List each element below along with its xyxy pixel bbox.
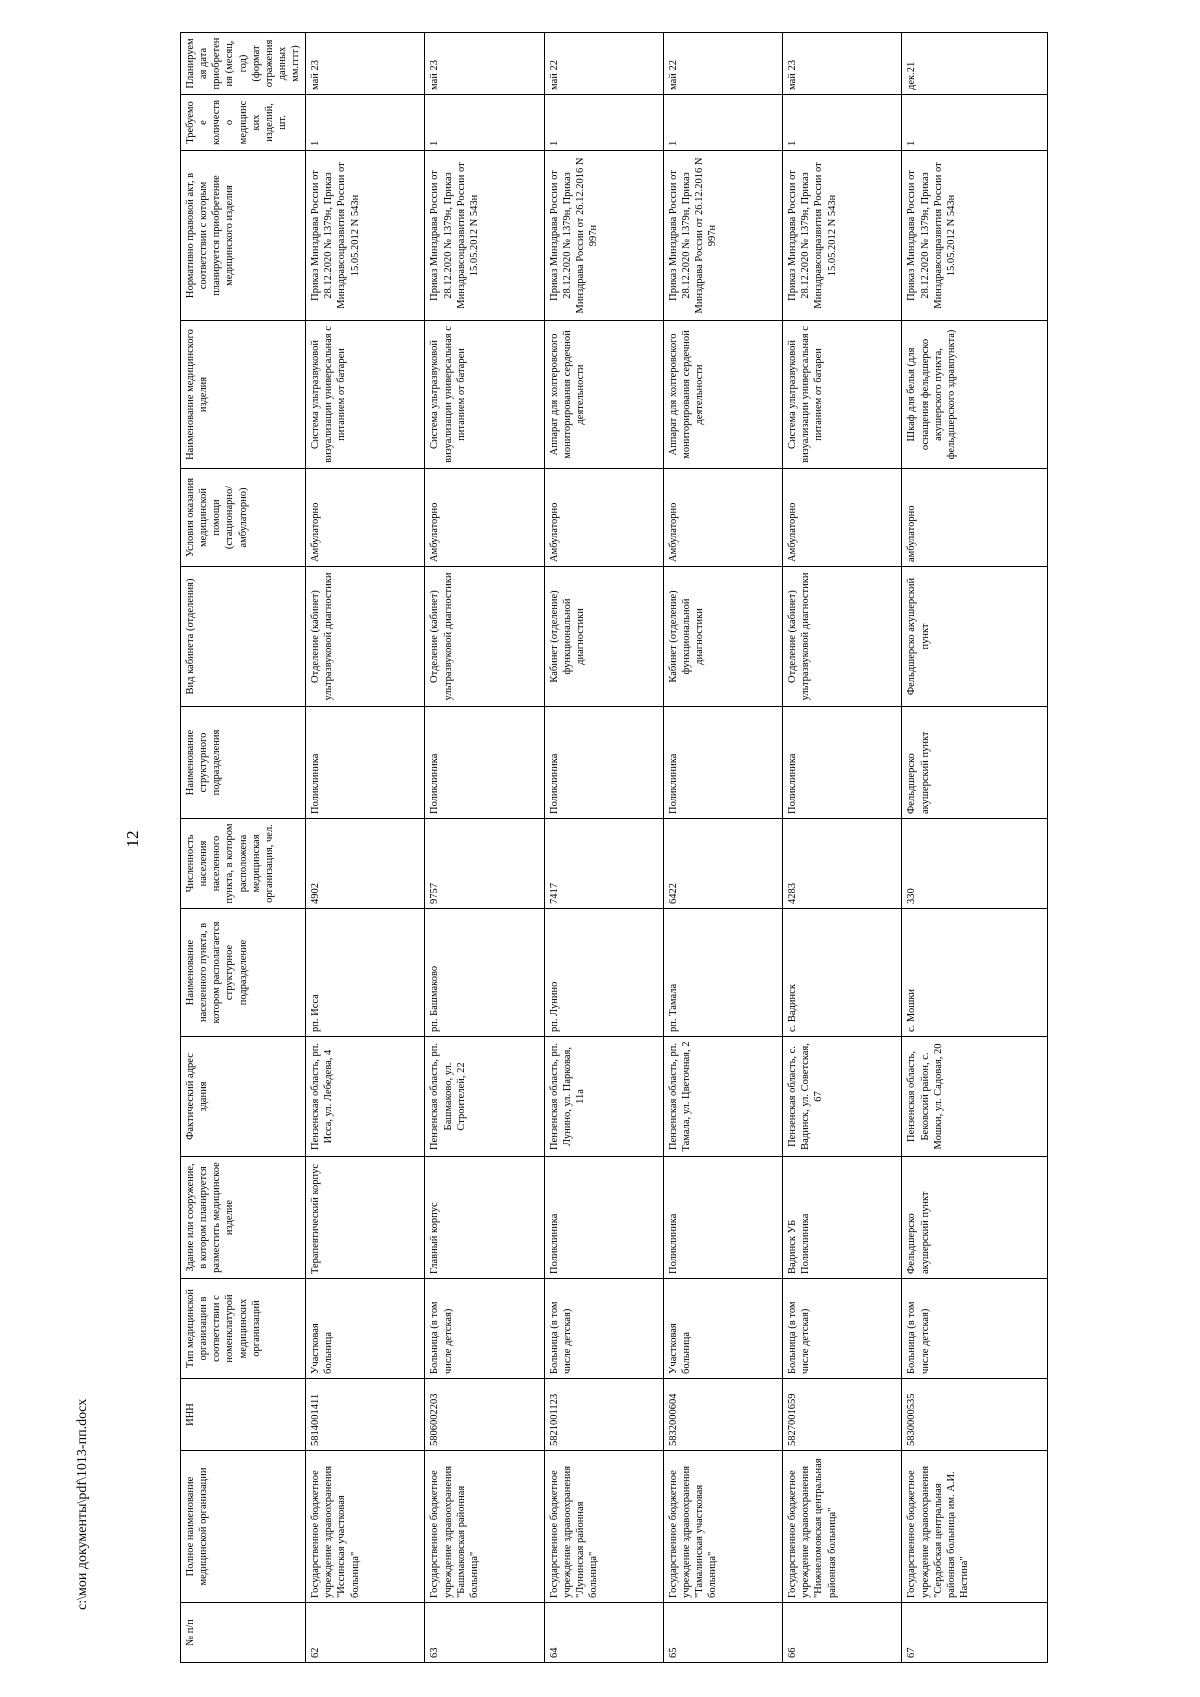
table-cell: май 23	[783, 33, 902, 95]
document-sheet	[180, 33, 1048, 1663]
header-cell: Численность населения населенного пункта, в котором расположена медицинская организация, чел.	[181, 819, 306, 909]
table-cell: май 22	[663, 33, 782, 95]
table-cell: Кабинет (отделение) функциональной диагностики	[663, 567, 782, 707]
footer-file-path-text: c:\мои документы\pdf\1013-пп.docx	[75, 1398, 90, 1610]
table-cell: Пензенская область, рп. Тамала, ул. Цветочная, 2	[663, 1037, 782, 1157]
table-cell: май 23	[306, 33, 425, 95]
table-cell: Поликлиника	[663, 707, 782, 819]
table-row	[544, 33, 663, 1663]
table-cell: 63	[425, 1603, 544, 1663]
footer-file-path	[63, 1370, 103, 1610]
header-cell: ИНН	[181, 1379, 306, 1451]
header-cell: Условия оказания медицинской помощи (стационарно/ амбулаторно)	[181, 469, 306, 567]
table-cell: 1	[783, 95, 902, 151]
page-number: 12	[123, 830, 142, 848]
table-cell: Приказ Минздрава России от 28.12.2020 № 1379н, Приказ Минздрава России от 26.12.2016 N 997н	[544, 151, 663, 321]
table-cell: Амбулаторно	[306, 469, 425, 567]
table-cell: 5814001411	[306, 1379, 425, 1451]
table-cell: с. Вадинск	[783, 909, 902, 1037]
table-cell: Государственное бюджетное учреждение здравоохранения "Нижнеломовская центральная районная больница"	[783, 1451, 902, 1603]
table-cell: Система ультразвуковой визуализации универсальная с питанием от батареи	[306, 321, 425, 469]
table-cell: Фельдшерско акушерский пункт	[902, 567, 1048, 707]
table-cell: Пензенская область, с. Вадинск, ул. Советская, 67	[783, 1037, 902, 1157]
table-cell: 67	[902, 1603, 1048, 1663]
table-cell: Участковая больница	[663, 1279, 782, 1379]
header-cell: Требуемое количество медицинских изделий, шт.	[181, 95, 306, 151]
header-cell: Нормативно правовой акт, в соответствии с которым планируется приобретение медицинского изделия	[181, 151, 306, 321]
table-cell: 5821001123	[544, 1379, 663, 1451]
table-cell: рп. Исса	[306, 909, 425, 1037]
table-cell: рп. Башмаково	[425, 909, 544, 1037]
table-cell: Отделение (кабинет) ультразвуковой диагностики	[306, 567, 425, 707]
table-cell: Больница (в том числе детская)	[902, 1279, 1048, 1379]
table-cell: Поликлиника	[783, 707, 902, 819]
table-cell: Вадинск УБ Поликлиника	[783, 1157, 902, 1279]
table-cell: 5832000604	[663, 1379, 782, 1451]
table-cell: Отделение (кабинет) ультразвуковой диагностики	[425, 567, 544, 707]
table-cell: Государственное бюджетное учреждение здравоохранения "Башмаковская районная больница"	[425, 1451, 544, 1603]
table-cell: Пензенская область, рп. Лунино, ул. Парковая, 11а	[544, 1037, 663, 1157]
table-cell: Кабинет (отделение) функциональной диагностики	[544, 567, 663, 707]
table-cell: 62	[306, 1603, 425, 1663]
table-cell: Главный корпус	[425, 1157, 544, 1279]
table-row	[902, 33, 1048, 1663]
table-row	[425, 33, 544, 1663]
table-cell: Больница (в том числе детская)	[425, 1279, 544, 1379]
table-cell: Пензенская область, Бековский район, с. Мошки, ул. Садовая, 20	[902, 1037, 1048, 1157]
table-cell: 5827001659	[783, 1379, 902, 1451]
table-header-row	[181, 33, 306, 1663]
table-cell: Государственное бюджетное учреждение здравоохранения "Сердобская центральная районная больница им. А.И. Настина"	[902, 1451, 1048, 1603]
table-cell: Система ультразвуковой визуализации универсальная с питанием от батареи	[425, 321, 544, 469]
table-row	[663, 33, 782, 1663]
table-cell: 1	[902, 95, 1048, 151]
table-row	[306, 33, 425, 1663]
table-cell: Аппарат для холтеровского мониторирования сердечной деятельности	[544, 321, 663, 469]
header-cell: Полное наименование медицинской организации	[181, 1451, 306, 1603]
table-cell: 330	[902, 819, 1048, 909]
table-cell: с. Мошки	[902, 909, 1048, 1037]
header-cell: Наименование медицинского изделия	[181, 321, 306, 469]
table-cell: 6422	[663, 819, 782, 909]
table-cell: дек.21	[902, 33, 1048, 95]
table-cell: Больница (в том числе детская)	[544, 1279, 663, 1379]
header-cell: Тип медицинской организации в соответствии с номенклатурой медицинских организаций	[181, 1279, 306, 1379]
table-cell: Амбулаторно	[425, 469, 544, 567]
table-cell: Фельдшерско акушерский пункт	[902, 707, 1048, 819]
header-cell: № п/п	[181, 1603, 306, 1663]
table-cell: 7417	[544, 819, 663, 909]
table-cell: Поликлиника	[425, 707, 544, 819]
table-cell: Пензенская область, рп. Исса, ул. Лебедева, 4	[306, 1037, 425, 1157]
table-cell: 1	[663, 95, 782, 151]
table-cell: Поликлиника	[544, 1157, 663, 1279]
table-cell: Амбулаторно	[783, 469, 902, 567]
table-cell: Больница (в том числе детская)	[783, 1279, 902, 1379]
header-cell: Вид кабинета (отделения)	[181, 567, 306, 707]
table-cell: май 22	[544, 33, 663, 95]
table-cell: Поликлиника	[544, 707, 663, 819]
table-cell: Приказ Минздрава России от 28.12.2020 № 1379н, Приказ Минздравсоцразвития России от 15.05.2012 N 543н	[902, 151, 1048, 321]
table-row	[783, 33, 902, 1663]
table-cell: 4283	[783, 819, 902, 909]
table-cell: Участковая больница	[306, 1279, 425, 1379]
table-cell: Система ультразвуковой визуализации универсальная с питанием от батареи	[783, 321, 902, 469]
table-cell: Приказ Минздрава России от 28.12.2020 № 1379н, Приказ Минздравсоцразвития России от 15.05.2012 N 543н	[783, 151, 902, 321]
table-cell: Аппарат для холтеровского мониторирования сердечной деятельности	[663, 321, 782, 469]
table-cell: Фельдшерско акушерский пункт	[902, 1157, 1048, 1279]
table-cell: Амбулаторно	[663, 469, 782, 567]
header-cell: Фактический адрес здания	[181, 1037, 306, 1157]
table-cell: 1	[306, 95, 425, 151]
table-cell: рп. Тамала	[663, 909, 782, 1037]
header-cell: Планируемая дата приобретения (месяц, год) (формат отражения данных мм.гггг)	[181, 33, 306, 95]
table-cell: Поликлиника	[663, 1157, 782, 1279]
table-cell: 5806002203	[425, 1379, 544, 1451]
table-cell: 1	[425, 95, 544, 151]
table-cell: Амбулаторно	[544, 469, 663, 567]
table-cell: май 23	[425, 33, 544, 95]
table-cell: Приказ Минздрава России от 28.12.2020 № 1379н, Приказ Минздрава России от 26.12.2016 N 997н	[663, 151, 782, 321]
table-cell: 1	[544, 95, 663, 151]
header-cell: Наименование населенного пункта, в котором располагается структурное подразделение	[181, 909, 306, 1037]
rotated-table-wrapper	[180, 33, 1048, 1663]
header-cell: Наименование структурного подразделения	[181, 707, 306, 819]
header-cell: Здание или сооружение, в котором планируется разместить медицинское изделие	[181, 1157, 306, 1279]
table-cell: Государственное бюджетное учреждение здравоохранения "Тамалинская участковая больница"	[663, 1451, 782, 1603]
table-cell: Государственное бюджетное учреждение здравоохранения "Иссинская участковая больница"	[306, 1451, 425, 1603]
table-cell: Государственное бюджетное учреждение здравоохранения "Лунинская районная больница"	[544, 1451, 663, 1603]
table-cell: 4902	[306, 819, 425, 909]
table-cell: Поликлиника	[306, 707, 425, 819]
equipment-table	[180, 32, 1048, 1663]
table-cell: Терапевтический корпус	[306, 1157, 425, 1279]
table-cell: Отделение (кабинет) ультразвуковой диагностики	[783, 567, 902, 707]
table-cell: 9757	[425, 819, 544, 909]
table-cell: 65	[663, 1603, 782, 1663]
table-cell: Пензенская область, рп. Башмаково, ул. Строителей, 22	[425, 1037, 544, 1157]
table-cell: 64	[544, 1603, 663, 1663]
table-cell: Приказ Минздрава России от 28.12.2020 № 1379н, Приказ Минздравсоцразвития России от 15.05.2012 N 543н	[425, 151, 544, 321]
table-cell: рп. Лунино	[544, 909, 663, 1037]
table-cell: Приказ Минздрава России от 28.12.2020 № 1379н, Приказ Минздравсоцразвития России от 15.05.2012 N 543н	[306, 151, 425, 321]
table-cell: 66	[783, 1603, 902, 1663]
table-cell: 5830000535	[902, 1379, 1048, 1451]
table-cell: Шкаф для белья (для оснащения фельдшерско акушерского пункта, фельдшерского здравпункта)	[902, 321, 1048, 469]
table-cell: амбулаторно	[902, 469, 1048, 567]
